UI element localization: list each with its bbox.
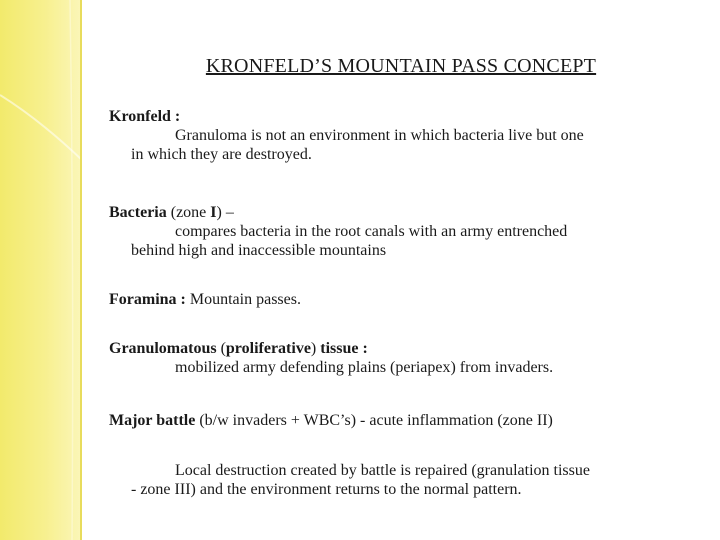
slide-content xyxy=(82,0,720,540)
bacteria-zone-label: (zone xyxy=(166,204,211,221)
battle-paragraph xyxy=(109,411,689,430)
decorative-curve xyxy=(0,0,82,540)
foramina-text: Mountain passes. xyxy=(185,291,301,308)
bacteria-zone-end: ) – xyxy=(216,204,234,221)
bacteria-zone-number: I xyxy=(210,204,217,221)
foramina-paragraph xyxy=(109,290,689,309)
bacteria-paragraph xyxy=(109,203,689,260)
local-destruction-paragraph xyxy=(109,461,689,499)
granulomatous-subheading: proliferative xyxy=(225,340,311,357)
decorative-side-band xyxy=(0,0,82,540)
granulomatous-paren-close: ) xyxy=(310,340,321,357)
granulomatous-paragraph xyxy=(109,339,689,377)
local-line-2: - zone III) and the environment returns to the normal pattern. xyxy=(131,481,522,498)
granulomatous-paren-open: ( xyxy=(216,340,226,357)
kronfeld-heading: Kronfeld : xyxy=(109,108,181,125)
battle-text: (b/w invaders + WBC’s) - acute inflammation (zone II) xyxy=(195,412,553,429)
granulomatous-heading: Granulomatous xyxy=(109,340,217,357)
foramina-heading: Foramina : xyxy=(109,291,186,308)
bacteria-line-2: behind high and inaccessible mountains xyxy=(131,242,387,259)
local-line-1: Local destruction created by battle is repaired (granulation tissue xyxy=(175,462,590,479)
kronfeld-paragraph xyxy=(109,107,689,164)
kronfeld-line-2: in which they are destroyed. xyxy=(131,146,312,163)
granulomatous-line-1: mobilized army defending plains (periapex) from invaders. xyxy=(175,359,554,376)
bacteria-heading: Bacteria xyxy=(109,204,167,221)
kronfeld-line-1: Granuloma is not an environment in which bacteria live but one xyxy=(175,127,584,144)
slide-title: KRONFELD’S MOUNTAIN PASS CONCEPT xyxy=(205,55,597,77)
granulomatous-tissue-label: tissue : xyxy=(320,340,368,357)
battle-heading: Major battle xyxy=(109,412,196,429)
bacteria-line-1: compares bacteria in the root canals with an army entrenched xyxy=(175,223,568,240)
